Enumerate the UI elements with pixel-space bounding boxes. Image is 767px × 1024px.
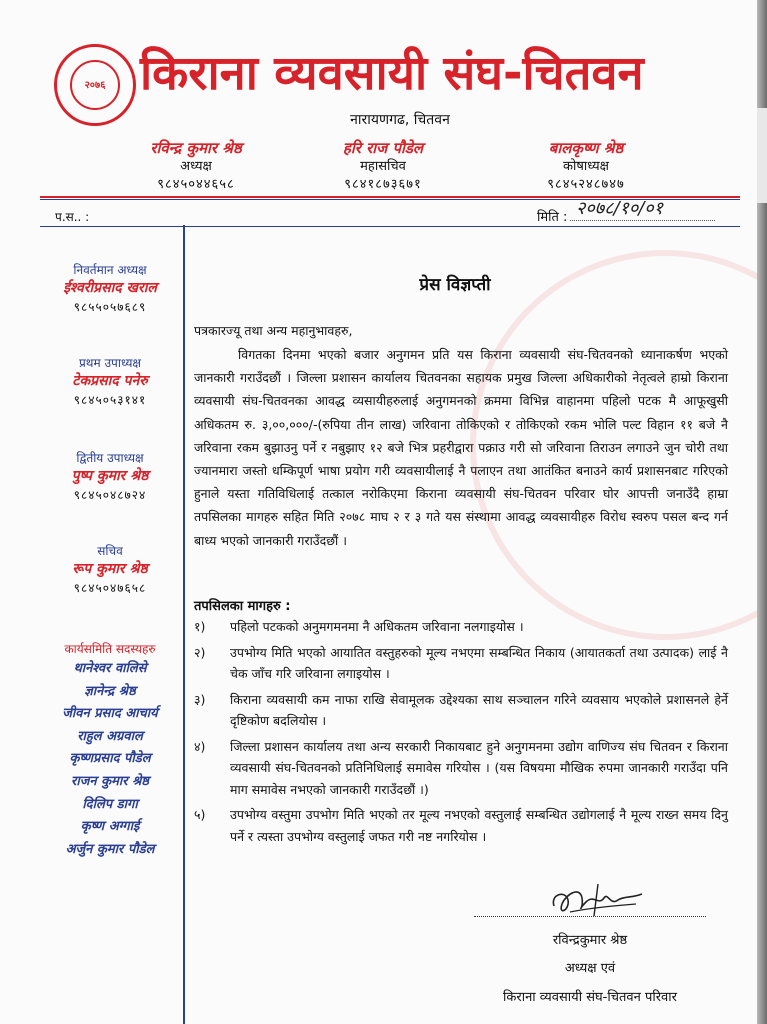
demand-number: १) [194, 619, 206, 634]
organization-address: नारायणगढ, चितवन [350, 112, 450, 128]
demand-item [194, 689, 728, 732]
committee-member: कृष्ण अग्गाई [80, 819, 140, 835]
sidebar-phone: ९८५५०५७६८९ [73, 300, 147, 314]
committee-member: कृष्णप्रसाद पौडेल [69, 751, 151, 767]
signatory-name: रविन्द्रकुमार श्रेष्ठ [552, 933, 628, 948]
sidebar-entry-secretary [40, 543, 180, 597]
sidebar-name: ईश्वरीप्रसाद खराल [63, 280, 157, 296]
sidebar-role: द्वितीय उपाध्यक्ष [76, 451, 144, 465]
sidebar-entry-first-vice-president [40, 355, 180, 409]
greeting: पत्रकारज्यू तथा अन्य महानुभावहरु, [194, 323, 353, 338]
committee-member: थानेश्वर वालिसे [73, 661, 147, 676]
officer-president [96, 138, 296, 194]
committee-members-heading: कार्यसमिति सदस्यहरु [64, 642, 156, 656]
demands-heading: तपसिलका मागहरु : [194, 599, 291, 614]
reference-number-label: प.स.. : [55, 210, 90, 224]
committee-member: राजन कुमार श्रेष्ठ [71, 773, 149, 789]
committee-member: ज्ञानेन्द्र श्रेष्ठ [84, 683, 136, 699]
demand-number: ३) [194, 691, 206, 707]
sidebar-phone: ९८४५०५३१४१ [73, 393, 147, 407]
officer-name: रविन्द्र कुमार श्रेष्ठ [150, 139, 242, 157]
demand-text: पहिलो पटकको अनुमगमनमा नै अधिकतम जरिवाना नलगाइयोस । [230, 619, 524, 634]
organization-seal [54, 44, 136, 126]
sidebar-name: रूप कुमार श्रेष्ठ [72, 561, 148, 577]
scroll-tab [757, 108, 767, 203]
date-label: मिति : [537, 210, 568, 225]
sidebar-entry-former-president [40, 262, 180, 316]
committee-member: दिलिप डागा [82, 796, 138, 812]
demand-text: किराना व्यवसायी कम नाफा राखि सेवामूलक उद्देश्यका साथ सञ्चालन गरिने व्यवसाय भएकोले प्रशासनले हेर्ने दृष्टिकोण बदलियोस । [230, 691, 728, 728]
demand-text: उपभोग्य मिति भएको आयातित वस्तुहरुको मूल्य नभएमा सम्बन्धित निकाय (आयातकर्ता तथा उत्पादक) लाई नै चेक जाँच गरि जरिवाना लगाइयोस । [230, 644, 728, 681]
sidebar-name: टेकप्रसाद पनेरु [72, 373, 148, 389]
demands-list [194, 616, 728, 851]
officer-phone: ९८४५०४४६५८ [157, 177, 235, 192]
demand-number: ४) [194, 738, 206, 754]
demand-text: उपभोग्य वस्तुमा उपभोग मिति भएको तर मूल्य नभएको वस्तुलाई सम्बन्धित उद्योगलाई नै मूल्य राख्न समय दिनु पर्ने र त्यस्ता उपभोग्य वस्तुलाई जफत गरी नष्ट नगरियोस । [230, 807, 728, 844]
sidebar-name: पुष्प कुमार श्रेष्ठ [71, 468, 149, 484]
demand-number: ५) [194, 807, 206, 822]
committee-member: राहुल अग्रवाल [77, 728, 143, 744]
date-underline [570, 220, 715, 221]
signatory-role: अध्यक्ष एवं [564, 961, 616, 976]
sidebar-phone: ९८४५०४७६५८ [73, 581, 147, 595]
sidebar-entry-second-vice-president [40, 450, 180, 504]
demand-text: जिल्ला प्रशासन कार्यालय तथा अन्य सरकारी निकायबाट हुने अनुगमनमा उद्योग वाणिज्य संघ चितवन र किराना व्यवसायी संघ-चितवनको प्रतिनिधिलाई समावेस गरियोस । (यस विषयमा मौखिक रुपमा जानकारी गराउँदा पनि माग समावेस नभएको जानकारी गराउँदछौं ।) [230, 738, 728, 797]
sidebar-role: प्रथम उपाध्यक्ष [78, 356, 142, 370]
demand-item [194, 642, 728, 685]
committee-members-list [40, 658, 180, 861]
letter-body: विगतका दिनमा भएको बजार अनुगमन प्रति यस किराना व्यवसायी संघ-चितवनको ध्यानाकर्षण भएको जानकारी गराउँदछौं । जिल्ला प्रशासन कार्यालय चितवनका सहायक प्रमुख जिल्ला अधिकारीको नेतृत्वले हाम्रो किराना व्यवसायी संघ-चितवनका आवद्ध व्यसायीहरुलाई अनुगमनको क्रममा विभिन्न वाहानमा पहिलो पटक मै आफूखुसी अधिकतम रु. ३,००,०००/-(रुपिया तीन लाख) जरिवाना तोकिएको र तोकिएको रकम भोलि पल्ट विहान ११ बजे नै जरिवाना रकम बुझाउनु पर्ने र नबुझाए १२ बजे भित्र प्रहरीद्वारा पक्राउ गरी सो जरिवाना तिराउन लगाउने जुन चोरी तथा ज्यानमारा जस्तो धम्किपूर्ण भाषा प्रयोग गरी व्यवसायीलाई नै पलाएन तथा आतंकित बनाउने कार्य प्रशासनबाट गरिएको हुनाले यस्ता गतिविधिलाई तत्काल नरोकिएमा किराना व्यवसायी संघ-चितवन परिवार घोर आपत्ती जनाउँदै हाम्रा तपसिलका मागहरु सहित मिति २०७८ माघ २ र ३ गते यस संस्थामा आवद्ध व्यवसायीहरु विरोध स्वरुप पसल बन्द गर्न बाध्य भएको जानकारी गराउँदछौं । [194, 347, 728, 548]
sidebar-role: सचिव [97, 544, 123, 558]
seal-year: २०७६ [84, 80, 106, 91]
sidebar-divider [183, 225, 185, 1024]
sidebar-phone: ९८४५०४८७२४ [73, 488, 147, 502]
demand-item [194, 616, 728, 638]
committee-member: जीवन प्रसाद आचार्य [62, 706, 158, 722]
sidebar-role: निवर्तमान अध्यक्ष [73, 263, 147, 277]
officer-name: बालकृष्ण श्रेष्ठ [548, 139, 624, 157]
date-value: २०७८/१०/०१ [576, 198, 664, 219]
signatory-organization: किराना व्यवसायी संघ-चितवन परिवार [503, 990, 677, 1005]
officer-phone: ९८४१८७३६७१ [344, 177, 422, 192]
officer-name: हरि राज पौडेल [342, 139, 424, 157]
demand-number: २) [194, 644, 206, 660]
demand-item [194, 804, 728, 847]
organization-name: किराना व्यवसायी संघ-चितवन [140, 46, 644, 101]
demand-item [194, 736, 728, 801]
officer-post: अध्यक्ष [180, 159, 212, 174]
officer-post: कोषाध्यक्ष [563, 159, 609, 174]
officer-post: महासचिव [360, 159, 406, 174]
officer-treasurer [486, 138, 686, 194]
signature-line [474, 916, 706, 917]
committee-member: अर्जुन कुमार पौडेल [65, 841, 155, 857]
officer-general-secretary [283, 138, 483, 194]
press-release-heading: प्रेस विज्ञप्ती [419, 275, 491, 295]
officer-phone: ९८४५२४८७४७ [547, 177, 625, 192]
subheader-divider [40, 226, 740, 227]
